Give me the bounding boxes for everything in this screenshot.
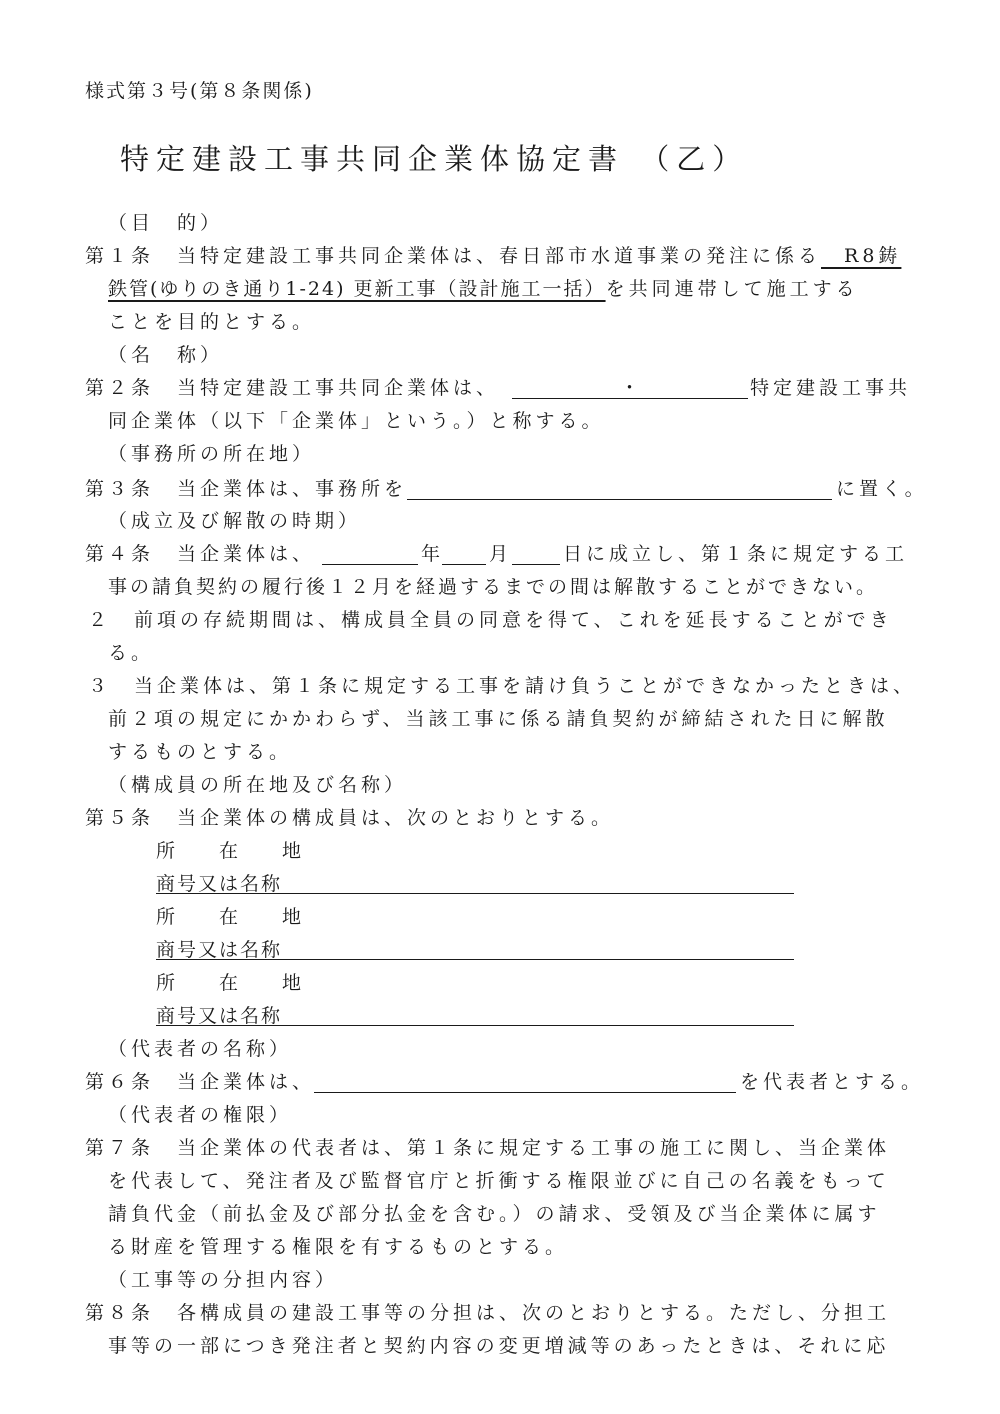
article-7-line-3: 請負代金（前払金及び部分払金を含む。）の請求、受領及び当企業体に属す	[108, 1203, 881, 1225]
project-name-part-2: 鉄管(ゆりのき通り1-24) 更新工事（設計施工一括）	[108, 278, 606, 300]
form-number: 様式第３号(第８条関係)	[85, 80, 314, 102]
article-6-heading: （代表者の名称）	[108, 1038, 293, 1060]
member-3-name-label: 商号又は名称	[156, 1005, 283, 1027]
article-3-text-a: 第３条 当企業体は、事務所を	[85, 478, 408, 500]
article-2-line-1	[85, 375, 499, 401]
document-title: 特定建設工事共同企業体協定書 （乙）	[120, 142, 749, 176]
office-address-blank-line	[407, 499, 832, 500]
article-4-para-3-line-1: ３ 当企業体は、第１条に規定する工事を請け負うことができなかったときは、	[88, 675, 917, 697]
year-label: 年	[421, 543, 445, 565]
article-6-text-b: を代表者とする。	[740, 1071, 925, 1093]
article-1-line-1	[85, 243, 901, 269]
article-5-line-1: 第５条 当企業体の構成員は、次のとおりとする。	[85, 807, 615, 829]
article-1-text: 第１条 当特定建設工事共同企業体は、春日部市水道事業の発注に係る	[85, 245, 822, 267]
article-8-line-2: 事等の一部につき発注者と契約内容の変更増減等のあったときは、それに応	[108, 1335, 890, 1357]
article-2-text-b: 特定建設工事共	[750, 377, 912, 399]
article-1-line-3: ことを目的とする。	[108, 311, 316, 333]
article-4-text-b: 日に成立し、第１条に規定する工	[563, 543, 909, 565]
article-7-heading: （代表者の権限）	[108, 1104, 293, 1126]
article-4-para-2-line-1: ２ 前項の存続期間は、構成員全員の同意を得て、これを延長することができ	[88, 609, 893, 631]
jv-name-separator: ・	[620, 377, 640, 399]
article-3-heading: （事務所の所在地）	[108, 443, 316, 465]
member-2-name-blank-line	[156, 959, 794, 960]
article-4-heading: （成立及び解散の時期）	[108, 510, 362, 532]
member-2-name-label: 商号又は名称	[156, 939, 283, 961]
member-1-name-blank-line	[156, 893, 794, 894]
project-name-part-1: R8鋳	[821, 245, 902, 267]
article-8-heading: （工事等の分担内容）	[108, 1269, 339, 1291]
article-2-heading: （名 称）	[108, 344, 224, 366]
article-4-line-2: 事の請負契約の履行後１２月を経過するまでの間は解散することができない。	[108, 576, 879, 598]
article-4-para-2-line-2: る。	[108, 642, 155, 664]
article-1-heading: （目 的）	[108, 212, 224, 234]
article-2-line-2: 同企業体（以下「企業体」という。）と称する。	[108, 410, 605, 432]
article-4-para-3-line-2: 前２項の規定にかかわらず、当該工事に係る請負契約が締結された日に解散	[108, 708, 889, 730]
year-blank-line	[322, 564, 418, 565]
article-7-line-4: る財産を管理する権限を有するものとする。	[108, 1236, 569, 1258]
article-7-line-2: を代表して、発注者及び監督官庁と折衝する権限並びに自己の名義をもって	[108, 1170, 890, 1192]
article-1-tail: を共同連帯して施工する	[605, 278, 859, 300]
member-1-name-label: 商号又は名称	[156, 873, 283, 895]
article-7-line-1: 第７条 当企業体の代表者は、第１条に規定する工事の施工に関し、当企業体	[85, 1137, 891, 1159]
day-blank-line	[512, 564, 560, 565]
article-5-heading: （構成員の所在地及び名称）	[108, 774, 408, 796]
article-4-para-3-line-3: するものとする。	[108, 741, 293, 763]
article-2-text-a: 第２条 当特定建設工事共同企業体は、	[85, 377, 500, 399]
article-3-text-b: に置く。	[836, 478, 928, 500]
article-1-line-2	[108, 276, 859, 302]
article-6-text-a: 第６条 当企業体は、	[85, 1071, 316, 1093]
member-3-address-label: 所 在 地	[156, 972, 304, 994]
article-8-line-1: 第８条 各構成員の建設工事等の分担は、次のとおりとする。ただし、分担工	[85, 1302, 891, 1324]
member-2-address-label: 所 在 地	[156, 906, 304, 928]
month-blank-line	[442, 564, 486, 565]
representative-blank-line	[314, 1092, 736, 1093]
member-1-address-label: 所 在 地	[156, 840, 304, 862]
member-3-name-blank-line	[156, 1025, 794, 1026]
month-label: 月	[489, 543, 513, 565]
article-4-text-a: 第４条 当企業体は、	[85, 543, 316, 565]
